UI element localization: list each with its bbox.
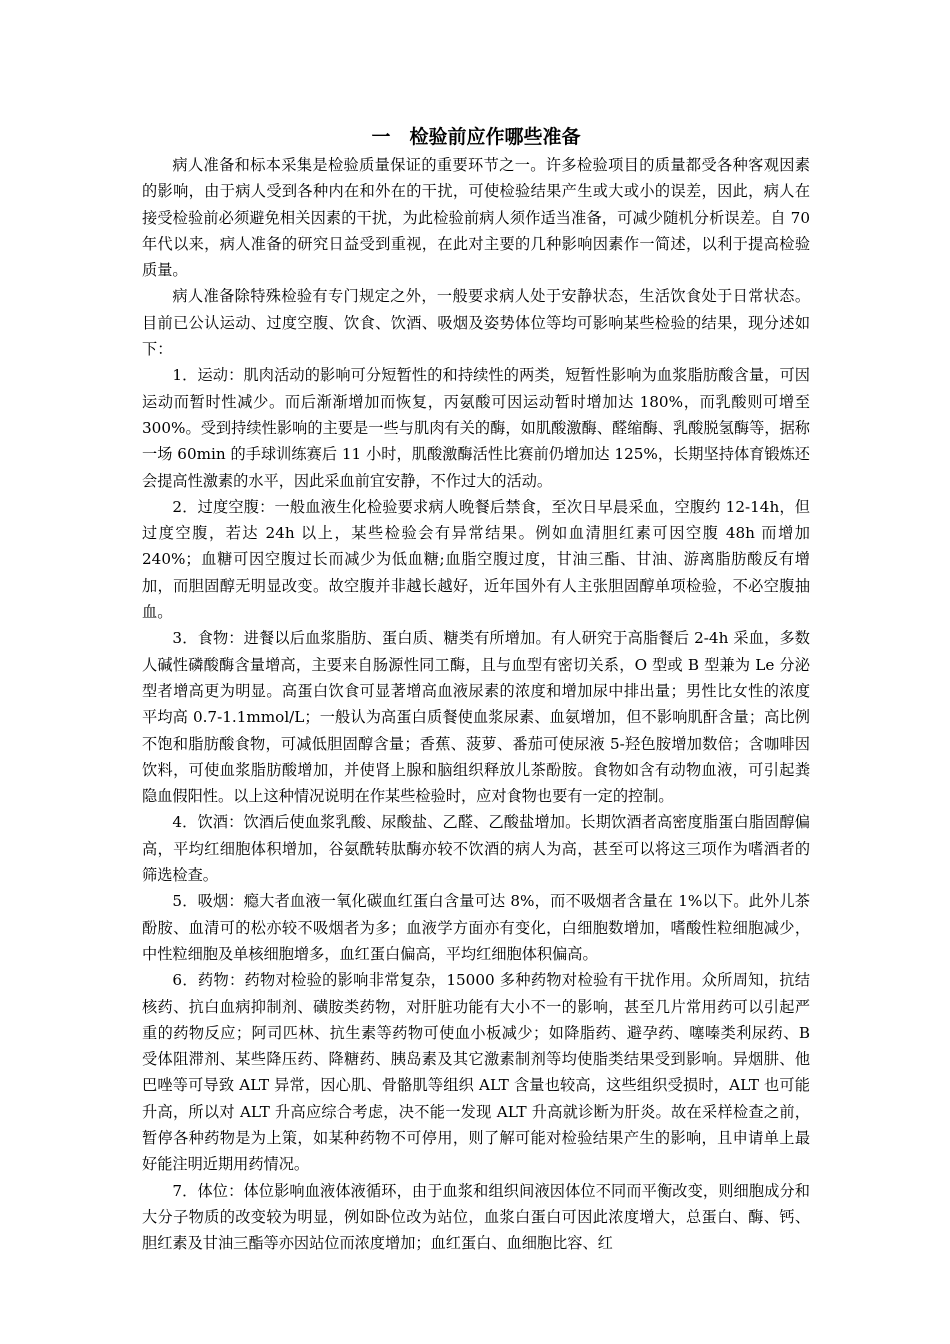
paragraph-smoking: 5．吸烟：瘾大者血液一氧化碳血红蛋白含量可达 8%，而不吸烟者含量在 1%以下。此外儿茶酚胺、血清可的松亦较不吸烟者为多；血液学方面亦有变化，白细胞数增加，嗜酸性粒细胞减少，中性粒细胞及单核细胞增多，血红蛋白偏高，平均红细胞体积偏高。 <box>142 892 810 963</box>
paragraph-posture: 7．体位：体位影响血液体液循环，由于血浆和组织间液因体位不同而平衡改变，则细胞成分和大分子物质的改变较为明显，例如卧位改为站位，血浆白蛋白可因此浓度增大，总蛋白、酶、钙、胆红素及甘油三酯等亦因站位而浓度增加；血红蛋白、血细胞比容、红 <box>142 1181 810 1253</box>
paragraph-food: 3．食物：进餐以后血浆脂肪、蛋白质、糖类有所增加。有人研究于高脂餐后 2-4h 采血，多数人碱性磷酸酶含量增高，主要来自肠源性同工酶，且与血型有密切关系，O 型或 B 型兼为 Le 分泌型者增高更为明显。高蛋白饮食可显著增高血液尿素的浓度和增加尿中排出量；男性比女性的浓度平均高 0.7-1.1mmol/L；一般认为高蛋白质餐使血浆尿素、血氨增加，但不影响肌酐含量；高比例不饱和脂肪酸食物，可减低胆固醇含量；香蕉、菠萝、番茄可使尿液 5-羟色胺增加数倍；含咖啡因饮料，可使血浆脂肪酸增加，并使肾上腺和脑组织释放儿茶酚胺。食物如含有动物血液，可引起粪隐血假阳性。以上这种情况说明在作某些检验时，应对食物也要有一定的控制。 <box>142 629 810 806</box>
document-title: 一 检验前应作哪些准备 <box>371 126 581 148</box>
document-page <box>142 124 810 1256</box>
paragraph-drugs: 6．药物：药物对检验的影响非常复杂，15000 多种药物对检验有干扰作用。众所周知，抗结核药、抗白血病抑制剂、磺胺类药物，对肝脏功能有大小不一的影响，甚至几片常用药可以引起严重的药物反应；阿司匹林、抗生素等药物可使血小板减少；如降脂药、避孕药、噻嗪类利尿药、B 受体阻滞剂、某些降压药、降糖药、胰岛素及其它激素制剂等均使脂类结果受到影响。异烟肼、他巴唑等可导致 ALT 异常，因心肌、骨骼肌等组织 ALT 含量也较高，这些组织受损时，ALT 也可能升高，所以对 ALT 升高应综合考虑，决不能一发现 ALT 升高就诊断为肝炎。故在采样检查之前，暂停各种药物是为上策，如某种药物不可停用，则了解可能对检验结果产生的影响，且申请单上最好能注明近期用药情况。 <box>142 971 810 1174</box>
paragraph-intro: 病人准备和标本采集是检验质量保证的重要环节之一。许多检验项目的质量都受各种客观因素的影响，由于病人受到各种内在和外在的干扰，可使检验结果产生或大或小的误差，因此，病人在接受检验前必须避免相关因素的干扰，为此检验前病人须作适当准备，可减少随机分析误差。自 70 年代以来，病人准备的研究日益受到重视，在此对主要的几种影响因素作一简述，以利于提高检验质量。 <box>142 156 810 280</box>
paragraph-exercise: 1．运动：肌肉活动的影响可分短暂性的和持续性的两类，短暂性影响为血浆脂肪酸含量，可因运动而暂时性减少。而后渐渐增加而恢复，丙氨酸可因运动暂时增加达 180%，而乳酸则可增至 300%。受到持续性影响的主要是一些与肌肉有关的酶，如肌酸激酶、醛缩酶、乳酸脱氢酶等，据称一场 60min 的手球训练赛后 11 小时，肌酸激酶活性比赛前仍增加达 125%，长期坚持体育锻炼还会提高性激素的水平，因此采血前宜安静，不作过大的活动。 <box>142 366 810 490</box>
paragraph-overview: 病人准备除特殊检验有专门规定之外，一般要求病人处于安静状态，生活饮食处于日常状态。目前已公认运动、过度空腹、饮食、饮酒、吸烟及姿势体位等均可影响某些检验的结果，现分述如下： <box>142 287 810 359</box>
paragraph-alcohol: 4．饮酒：饮酒后使血浆乳酸、尿酸盐、乙醛、乙酸盐增加。长期饮酒者高密度脂蛋白脂固醇偏高，平均红细胞体积增加，谷氨酰转肽酶亦较不饮酒的病人为高，甚至可以将这三项作为嗜酒者的筛选检查。 <box>142 813 810 885</box>
paragraph-fasting: 2．过度空腹：一般血液生化检验要求病人晚餐后禁食，至次日早晨采血，空腹约 12-14h，但过度空腹，若达 24h 以上，某些检验会有异常结果。例如血清胆红素可因空腹 48h 而增加 240%；血糖可因空腹过长而减少为低血糖;血脂空腹过度，甘油三酯、甘油、游离脂肪酸反有增加，而胆固醇无明显改变。故空腹并非越长越好，近年国外有人主张胆固醇单项检验，不必空腹抽血。 <box>142 497 810 622</box>
